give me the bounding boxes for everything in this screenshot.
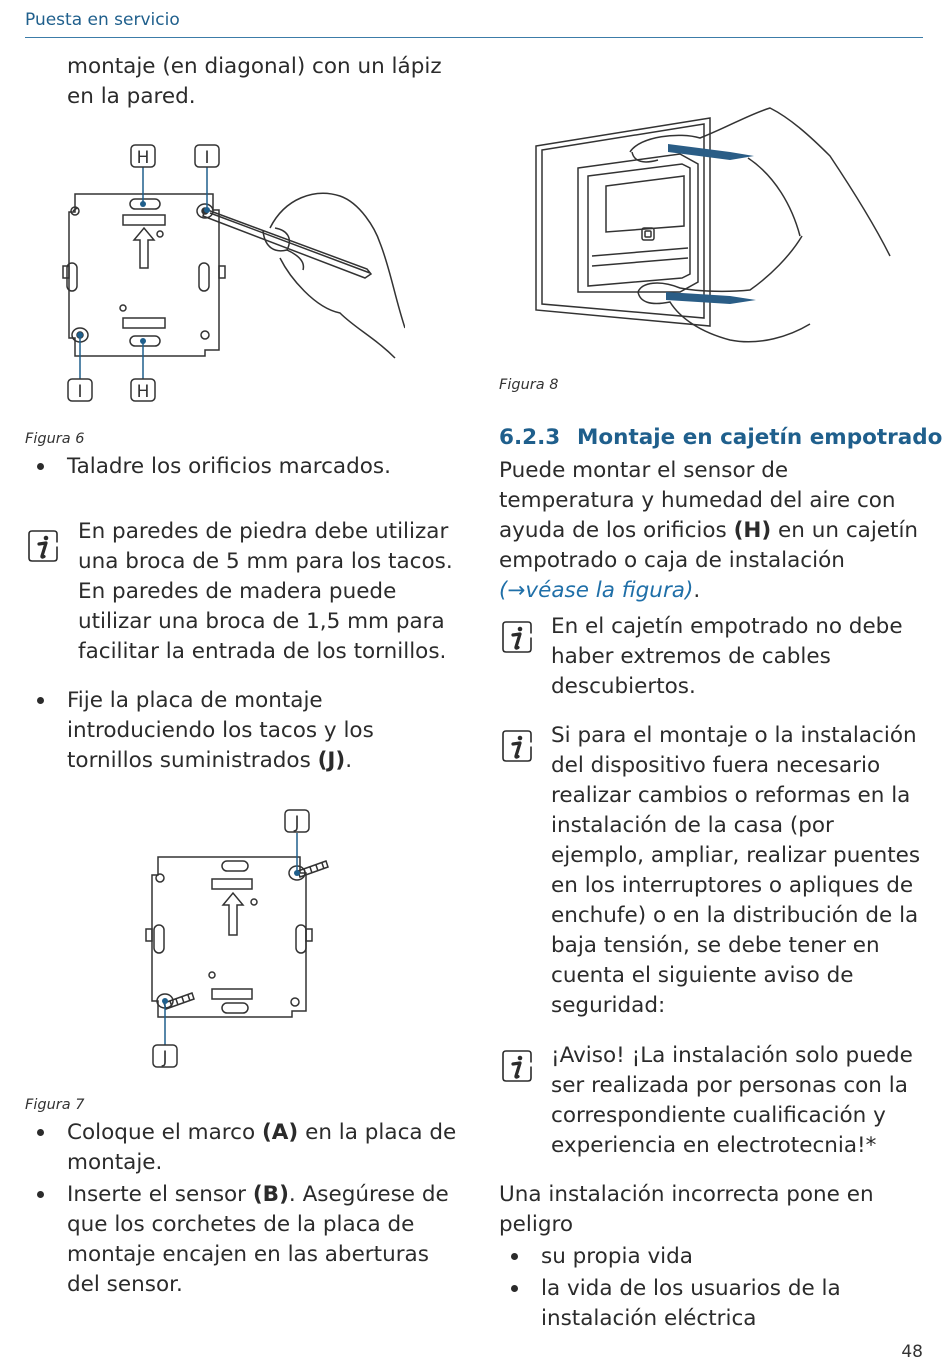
ref-h: (H) bbox=[733, 518, 772, 543]
info-note-warning: ¡Aviso! ¡La instalación solo puede ser realizada por personas con la correspondiente cualificación y experiencia en electrotecnia!* bbox=[551, 1043, 913, 1158]
bullet-text: la vida de los usuarios de la instalación eléctrica bbox=[541, 1276, 841, 1331]
fig6-label-i-bottom: I bbox=[77, 382, 83, 402]
fig6-label-h-bottom: H bbox=[136, 382, 150, 402]
bullet-text: Inserte el sensor bbox=[67, 1182, 253, 1207]
para-text: Puede montar el sensor de temperatura y humedad del aire con ayuda de los orificios bbox=[499, 458, 896, 543]
fig7-label-j-bottom: J bbox=[162, 1048, 168, 1068]
bullet-dot bbox=[511, 1285, 518, 1292]
bullet-text-after: . Asegúrese de que los corchetes de la placa de montaje encajen en las aberturas del sensor. bbox=[67, 1182, 449, 1297]
info-icon bbox=[499, 1048, 535, 1084]
para-incorrect-installation: Una instalación incorrecta pone en peligro bbox=[499, 1182, 874, 1237]
info-icon bbox=[25, 528, 61, 564]
para-mounting-box bbox=[499, 456, 924, 606]
page-number: 48 bbox=[901, 1342, 923, 1360]
figure-8-caption: Figura 8 bbox=[499, 377, 559, 393]
bullet-dot bbox=[511, 1253, 518, 1260]
fig6-label-h-top: H bbox=[136, 148, 150, 168]
header-rule bbox=[25, 37, 923, 38]
bullet-text: Coloque el marco bbox=[67, 1120, 262, 1145]
section-heading bbox=[499, 425, 942, 450]
bullet-place-frame bbox=[67, 1118, 457, 1178]
figure-7-illustration bbox=[140, 805, 340, 1075]
bullet-dot bbox=[37, 463, 44, 470]
running-header: Puesta en servicio bbox=[25, 10, 180, 30]
fig7-label-j-top: J bbox=[294, 813, 300, 833]
bullet-insert-sensor bbox=[67, 1180, 452, 1300]
fig6-label-i-top: I bbox=[204, 148, 210, 168]
ref-a: (A) bbox=[261, 1120, 299, 1145]
bullet-dot bbox=[37, 1129, 44, 1136]
figure-6-caption: Figura 6 bbox=[25, 431, 85, 447]
bullet-drill-holes bbox=[67, 452, 457, 482]
figure-7-caption: Figura 7 bbox=[25, 1097, 85, 1113]
section-title: Montaje en cajetín empotrado bbox=[577, 425, 943, 450]
figure-6-illustration bbox=[55, 138, 405, 408]
bullet-users-life bbox=[541, 1274, 926, 1334]
bullet-dot bbox=[37, 1191, 44, 1198]
bullet-text-after: en la placa de montaje. bbox=[67, 1120, 457, 1175]
bullet-text: Fije la placa de montaje introduciendo los tacos y los tornillos suministrados bbox=[67, 688, 374, 773]
bullet-end: . bbox=[345, 748, 353, 773]
para-text-after: en un cajetín empotrado o caja de instalación bbox=[499, 518, 919, 573]
see-figure-link[interactable]: (→véase la figura) bbox=[499, 578, 694, 603]
ref-b: (B) bbox=[252, 1182, 289, 1207]
info-note-drill-bit: En paredes de piedra debe utilizar una broca de 5 mm para los tacos. En paredes de madera puede utilizar una broca de 1,5 mm para facilitar la entrada de los tornillos. bbox=[78, 519, 453, 664]
bullet-fix-plate bbox=[67, 686, 452, 776]
bullet-text: su propia vida bbox=[541, 1244, 693, 1269]
info-note-installation-changes: Si para el montaje o la instalación del dispositivo fuera necesario realizar cambios o reformas en la instalación de la casa (por ejemplo, ampliar, realizar puentes en los interruptores o apliques de enchufe) o en la distribución de la baja tensión, se debe tener en cuenta el siguiente aviso de seguridad: bbox=[551, 723, 921, 1018]
section-number: 6.2.3 bbox=[499, 425, 561, 450]
info-icon bbox=[499, 619, 535, 655]
info-icon bbox=[499, 728, 535, 764]
intro-text: montaje (en diagonal) con un lápiz en la pared. bbox=[67, 54, 442, 109]
bullet-text: Taladre los orificios marcados. bbox=[67, 454, 391, 479]
para-end: . bbox=[693, 578, 701, 603]
figure-8-illustration bbox=[530, 96, 900, 364]
ref-j: (J) bbox=[317, 748, 346, 773]
info-note-cables: En el cajetín empotrado no debe haber extremos de cables descubiertos. bbox=[551, 614, 903, 699]
bullet-dot bbox=[37, 697, 44, 704]
bullet-own-life bbox=[541, 1242, 921, 1272]
